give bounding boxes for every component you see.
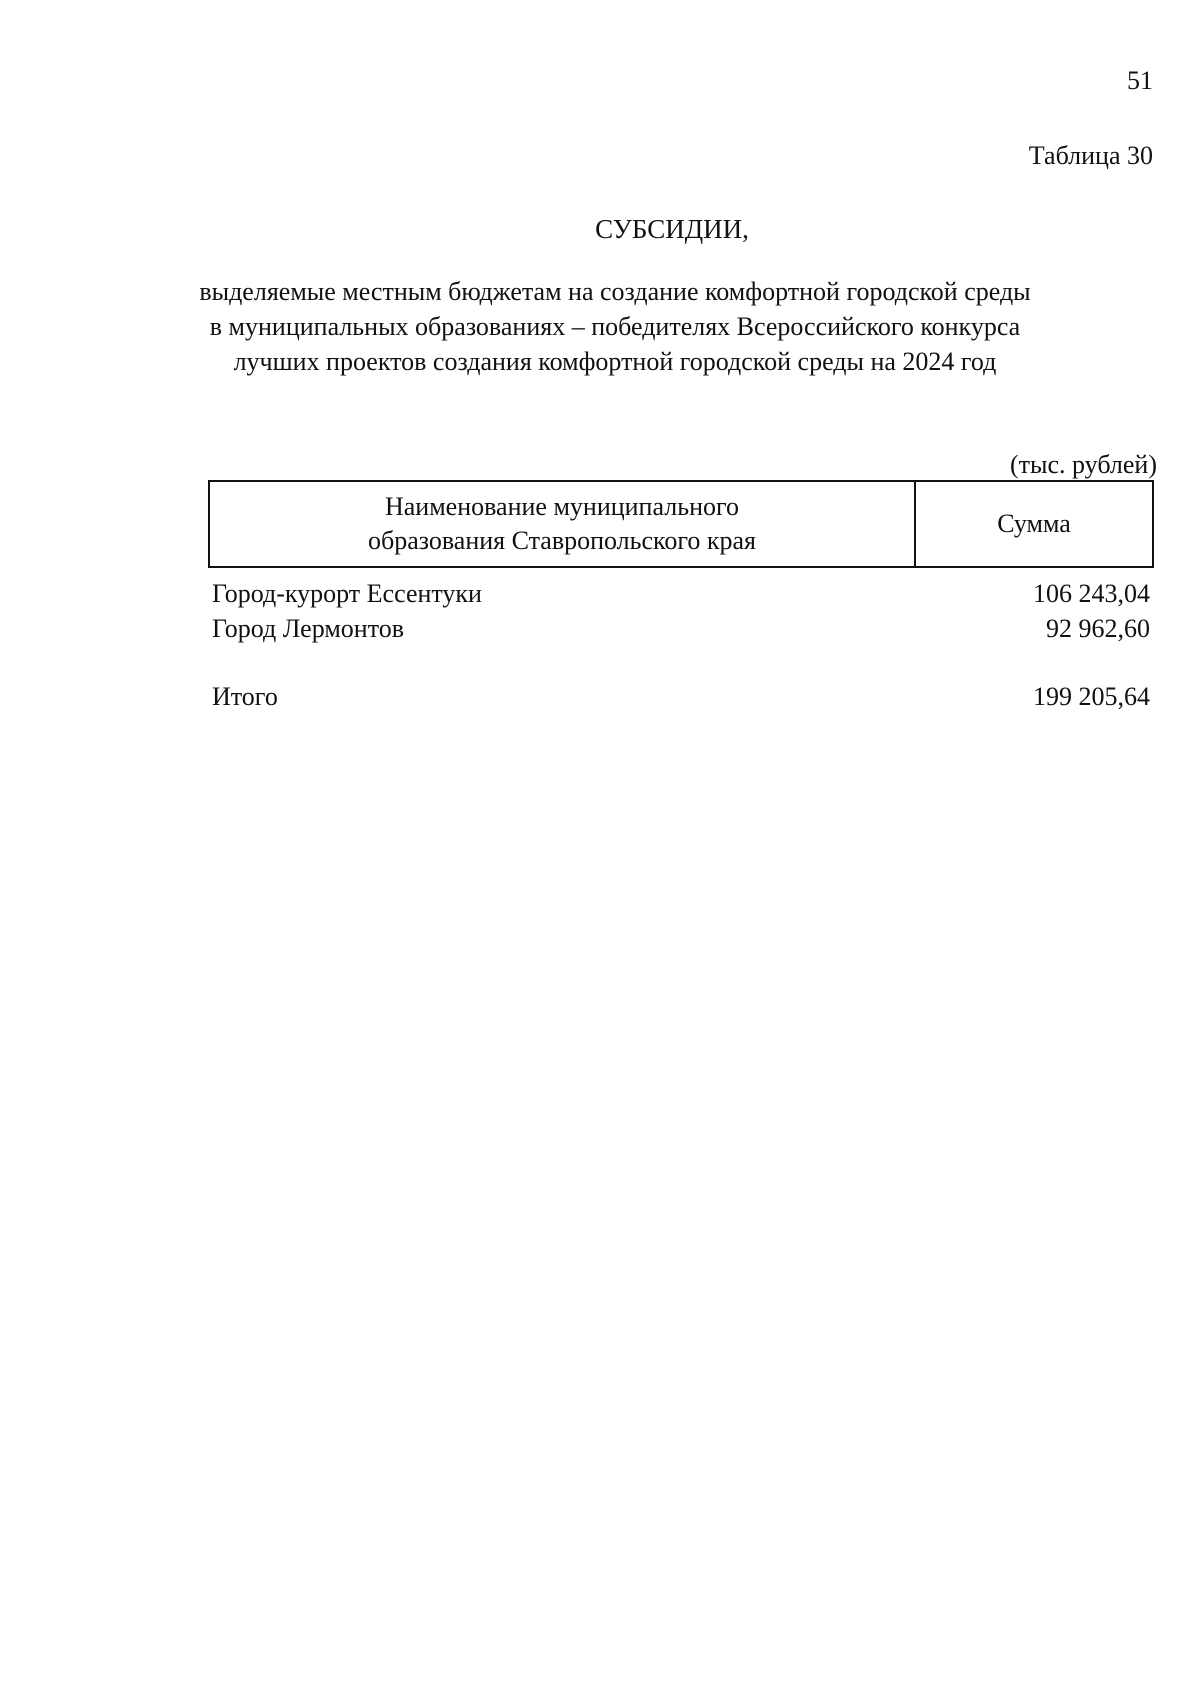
table-row [212, 576, 1150, 611]
row-name: Город-курорт Ессентуки [212, 579, 482, 608]
document-title: СУБСИДИИ, [595, 214, 749, 244]
units-label: (тыс. рублей) [1009, 450, 1157, 479]
table-number: Таблица 30 [1028, 141, 1153, 170]
total-row [212, 679, 1150, 714]
column-header-name [210, 482, 916, 566]
document-subtitle [170, 274, 1060, 379]
column-header-name-line: Наименование муниципального [384, 492, 740, 521]
table-row [212, 611, 1150, 646]
row-value: 106 243,04 [1033, 579, 1150, 608]
table-body [212, 576, 1150, 646]
table-header [208, 480, 1154, 568]
subtitle-line: в муниципальных образованиях – победителях Всероссийского конкурса [209, 312, 1021, 341]
row-value: 92 962,60 [1046, 614, 1150, 643]
row-name: Город Лермонтов [212, 614, 404, 643]
page-number: 51 [1127, 66, 1153, 95]
total-value: 199 205,64 [1033, 682, 1150, 711]
subtitle-line: лучших проектов создания комфортной городской среды на 2024 год [233, 347, 997, 376]
column-header-sum: Сумма [997, 509, 1071, 538]
subtitle-line: выделяемые местным бюджетам на создание комфортной городской среды [199, 277, 1031, 306]
total-label: Итого [212, 682, 278, 711]
column-header-name-line: образования Ставропольского края [367, 526, 757, 555]
